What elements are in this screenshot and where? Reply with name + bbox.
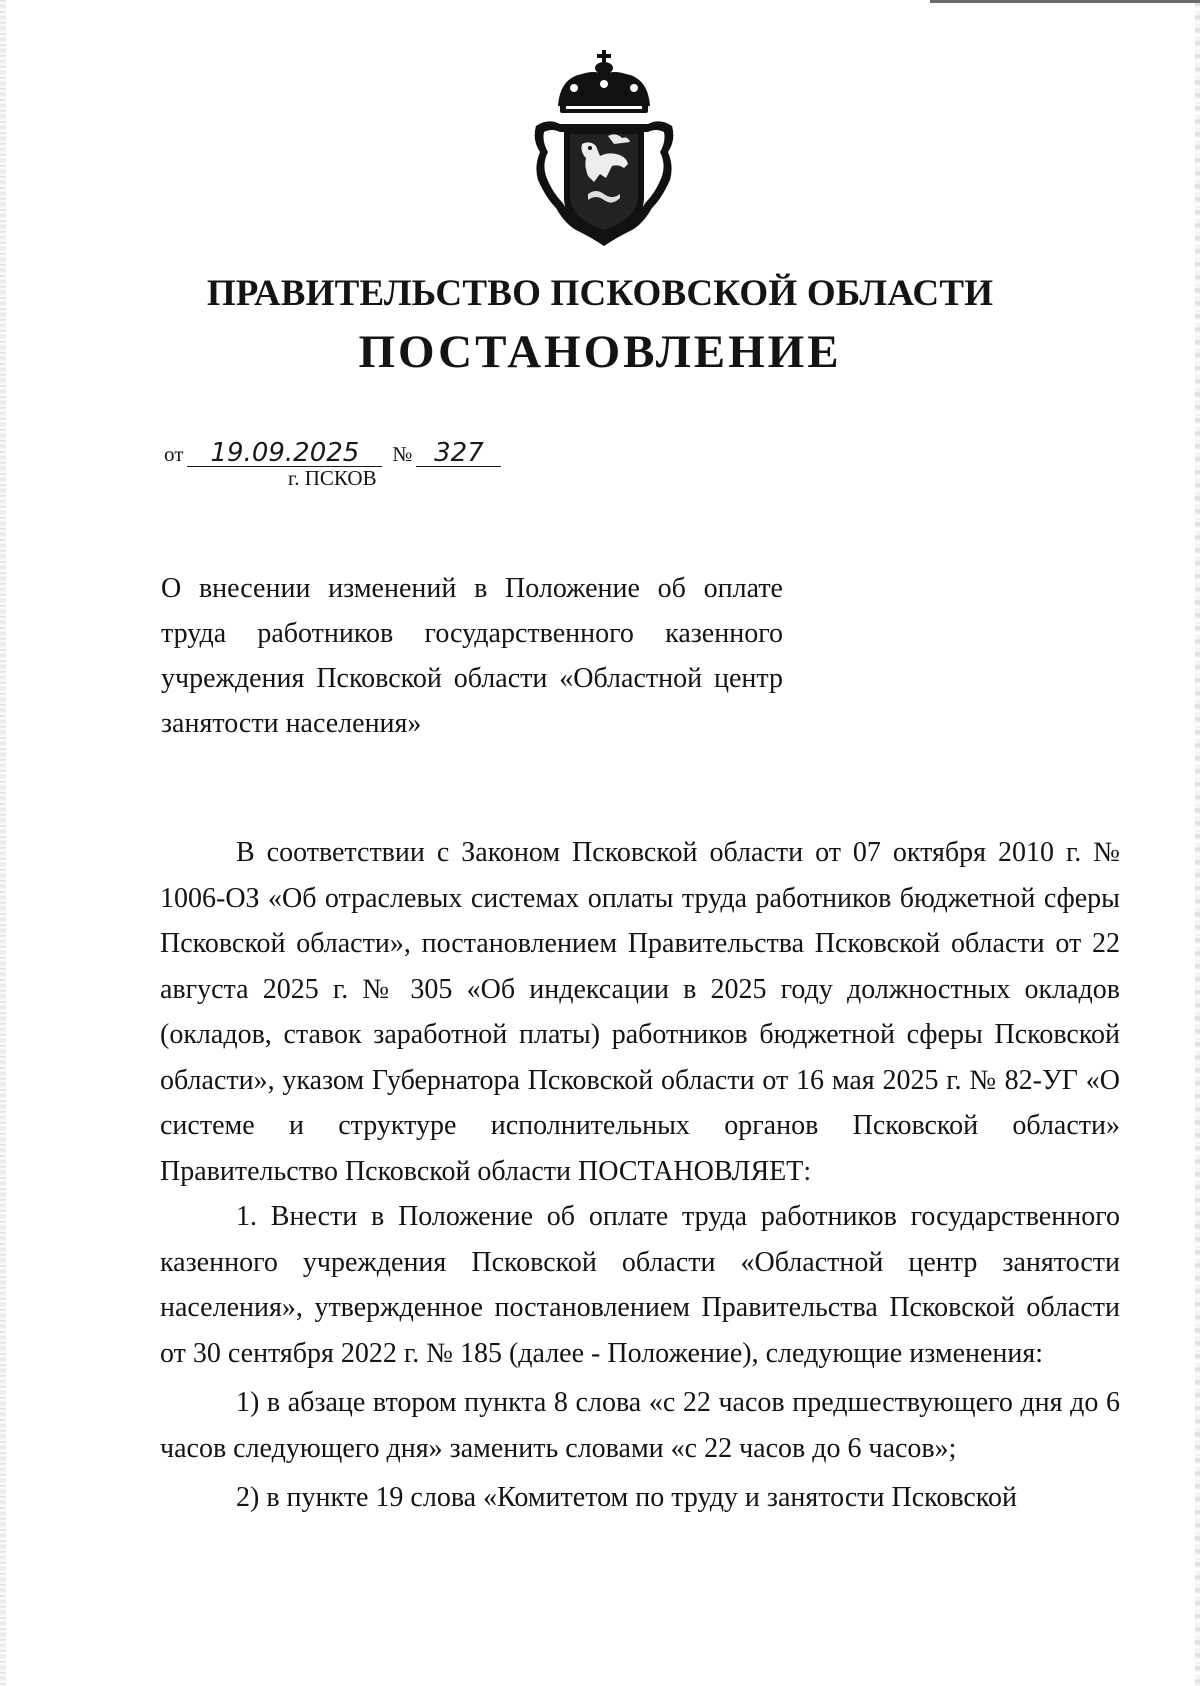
number-sign: № [392,442,413,466]
scan-edge-left [0,0,6,1686]
document-subject [161,566,783,746]
government-title: ПРАВИТЕЛЬСТВО ПСКОВСКОЙ ОБЛАСТИ [206,273,994,314]
subject-text: О внесении изменений в Положение об оплате труда работников государственного казенного учреждения Псковской области «Областной центр занятости населения» [161,573,783,739]
document-type-title: ПОСТАНОВЛЕНИЕ [358,326,842,378]
scan-edge-right [1195,0,1200,1686]
item-1-paragraph: 1. Внести в Положение об оплате труда работников государственного казенного учреждения Псковской области «Областной центр занятости населения», утвержденное постановлением Правительства Псковской области от 30 сентября 2022 г. № 185 (далее - Положение), следующие изменения: [160,1201,1120,1369]
subitem-1-paragraph: 1) в абзаце втором пункта 8 слова «с 22 часов предшествующего дня до 6 часов следующего дня» заменить словами «с 22 часов до 6 часов»; [160,1387,1120,1464]
subitem-2-paragraph: 2) в пункте 19 слова «Комитетом по труду и занятости Псковской [236,1482,1017,1513]
city-label: г. ПСКОВ [288,466,377,490]
handwritten-number: 327 [416,440,501,467]
scan-edge-top [930,0,1200,3]
preamble-paragraph: В соответствии с Законом Псковской области от 07 октября 2010 г. № 1006-ОЗ «Об отраслевых системах оплаты труда работников бюджетной сферы Псковской области», постановлением Правительства Псковской области от 22 августа 2025 г. № 305 «Об индексации в 2025 году должностных окладов (окладов, ставок заработной платы) работников бюджетной сферы Псковской области», указом Губернатора Псковской области от 16 мая 2025 г. № 82-УГ «О системе и структуре исполнительных органов Псковской области» Правительство Псковской области ПОСТАНОВЛЯЕТ: [160,837,1120,1187]
date-prefix: от [164,442,184,466]
coat-of-arms-icon [530,48,678,258]
handwritten-date: 19.09.2025 [187,440,382,467]
document-body [160,830,1120,1521]
